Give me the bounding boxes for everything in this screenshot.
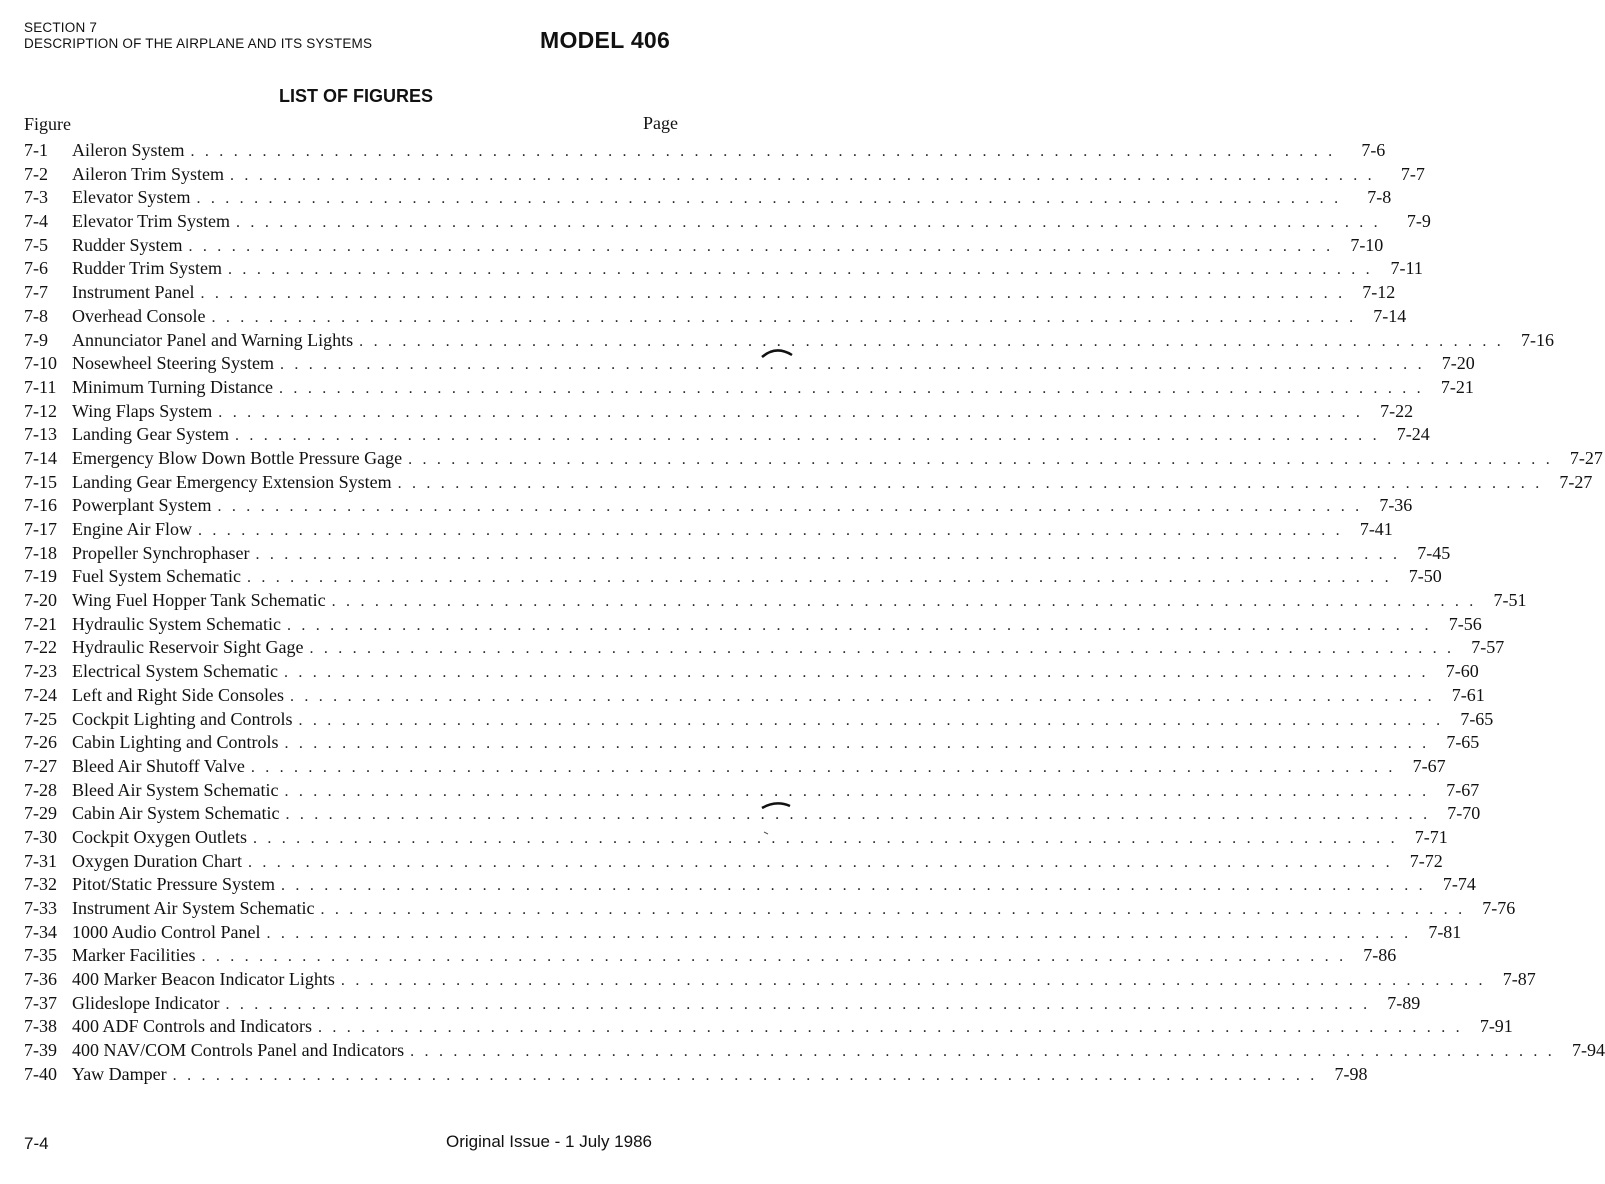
list-item: [24, 589, 1527, 613]
list-item: [24, 352, 1475, 376]
figure-page: 7-51: [1493, 590, 1527, 611]
dot-leader: . . . . . . . . . . . . . . . . . . . . . . . . . . . . . . . . . . . . . . . . . . . . . . . . . . . . . . . . . . . . . . . . . . . . . . . . . . . . . . . .: [289, 687, 1435, 705]
dot-leader: . . . . . . . . . . . . . . . . . . . . . . . . . . . . . . . . . . . . . . . . . . . . . . . . . . . . . . . . . . . . . . . . . . . . . . . . . . . . . . . .: [188, 237, 1334, 255]
figure-title: Overhead Console: [72, 305, 206, 326]
list-item: [24, 921, 1462, 945]
dot-leader: . . . . . . . . . . . . . . . . . . . . . . . . . . . . . . . . . . . . . . . . . . . . . . . . . . . . . . . . . . . . . . . . . . . . . . . . . . . . . . . .: [279, 379, 1424, 397]
figure-title: Cockpit Lighting and Controls: [72, 708, 293, 729]
figure-title: Rudder Trim System: [72, 258, 223, 279]
figure-page: 7-24: [1396, 424, 1430, 445]
dot-leader: . . . . . . . . . . . . . . . . . . . . . . . . . . . . . . . . . . . . . . . . . . . . . . . . . . . . . . . . . . . . . . . . . . . . . . . . . . . . . . . .: [331, 593, 1477, 611]
figure-column-header: Figure: [24, 114, 71, 134]
scan-mark: [760, 343, 796, 363]
figure-title: Landing Gear System: [72, 424, 229, 445]
figure-page: 7-36: [1379, 495, 1413, 516]
figure-page: 7-9: [1406, 211, 1431, 232]
page-title: LIST OF FIGURES: [278, 86, 433, 106]
dot-leader: . . . . . . . . . . . . . . . . . . . . . . . . . . . . . . . . . . . . . . . . . . . . . . . . . . . . . . . . . . . . . . . . . . . . . . . . . . . . . . . .: [340, 972, 1486, 990]
figure-number: 7-33: [24, 898, 57, 918]
dot-leader: . . . . . . . . . . . . . . . . . . . . . . . . . . . . . . . . . . . . . . . . . . . . . . . . . . . . . . . . . . . . . . . . . . . . . . . . . . . . . . . .: [284, 782, 1430, 800]
figure-title: Hydraulic System Schematic: [72, 613, 281, 634]
figure-page: 7-61: [1451, 684, 1485, 705]
list-item: [24, 210, 1431, 234]
list-item: [24, 376, 1474, 400]
figure-title: Pitot/Static Pressure System: [72, 874, 276, 895]
list-item: [24, 731, 1480, 755]
figure-page: 7-56: [1448, 613, 1482, 634]
figure-number: 7-4: [24, 211, 48, 232]
figure-number: 7-8: [24, 305, 48, 326]
figure-number: 7-19: [24, 566, 57, 587]
figure-title: Minimum Turning Distance: [72, 376, 274, 397]
figure-number: 7-15: [24, 471, 57, 492]
figure-title: Elevator System: [72, 187, 191, 208]
figure-number: 7-16: [24, 495, 57, 516]
dot-leader: . . . . . . . . . . . . . . . . . . . . . . . . . . . . . . . . . . . . . . . . . . . . . . . . . . . . . . . . . . . . . . . . . . . . . . . . . . . . . . . .: [172, 1066, 1318, 1084]
list-item: [24, 636, 1505, 660]
list-item: [24, 1039, 1605, 1063]
list-item: [24, 968, 1536, 992]
figure-number: 7-31: [24, 850, 57, 871]
figure-title: Annunciator Panel and Warning Lights: [72, 329, 354, 350]
figure-page: 7-7: [1400, 163, 1425, 184]
list-item: [24, 1015, 1513, 1039]
figure-title: Elevator Trim System: [72, 211, 231, 232]
page-header-left: [24, 20, 372, 52]
model-title: MODEL 406: [540, 27, 671, 53]
figure-number: 7-12: [24, 400, 57, 421]
figure-page: 7-22: [1380, 400, 1414, 421]
list-item: [24, 613, 1482, 637]
figure-number: 7-39: [24, 1040, 57, 1061]
list-item: [24, 494, 1413, 518]
figure-number: 7-37: [24, 992, 57, 1013]
dot-leader: . . . . . . . . . . . . . . . . . . . . . . . . . . . . . . . . . . . . . . . . . . . . . . . . . . . . . . . . . . . . . . . . . . . . . . . . . . . . . . . .: [298, 711, 1444, 729]
figure-page: 7-67: [1446, 779, 1480, 800]
list-item: [24, 163, 1425, 187]
dot-leader: . . . . . . . . . . . . . . . . . . . . . . . . . . . . . . . . . . . . . . . . . . . . . . . . . . . . . . . . . . . . . . . . . . . . . . . . . . . . . . . .: [286, 616, 1432, 634]
dot-leader: . . . . . . . . . . . . . . . . . . . . . . . . . . . . . . . . . . . . . . . . . . . . . . . . . . . . . . . . . . . . . . . . . . . . . . . . . . . . . . . .: [284, 735, 1430, 753]
figure-title: Electrical System Schematic: [72, 661, 278, 682]
figure-page: 7-10: [1350, 234, 1384, 255]
figure-number: 7-27: [24, 755, 57, 776]
figure-number: 7-9: [24, 329, 48, 350]
figure-page: 7-94: [1571, 1040, 1605, 1061]
page-number: 7-4: [24, 1134, 49, 1153]
list-item: [24, 660, 1479, 684]
list-item: [24, 305, 1407, 329]
figure-title: Nosewheel Steering System: [72, 353, 274, 374]
figure-page: 7-76: [1482, 898, 1516, 918]
figure-page: 7-89: [1387, 992, 1421, 1013]
figure-page: 7-14: [1373, 305, 1407, 326]
figure-page: 7-65: [1446, 732, 1480, 753]
figure-number: 7-6: [24, 258, 48, 279]
scan-mark: [760, 798, 796, 838]
dot-leader: . . . . . . . . . . . . . . . . . . . . . . . . . . . . . . . . . . . . . . . . . . . . . . . . . . . . . . . . . . . . . . . . . . . . . . . . . . . . . . . .: [279, 356, 1425, 374]
figure-number: 7-17: [24, 519, 57, 539]
figure-page: 7-20: [1441, 353, 1475, 374]
figure-page: 7-45: [1417, 542, 1451, 563]
figure-title: Cabin Lighting and Controls: [72, 732, 279, 753]
list-item: [24, 708, 1494, 732]
figure-number: 7-20: [24, 590, 57, 611]
dot-leader: . . . . . . . . . . . . . . . . . . . . . . . . . . . . . . . . . . . . . . . . . . . . . . . . . . . . . . . . . . . . . . . . . . . . . . . . . . . . . . . .: [250, 758, 1396, 776]
list-item: [24, 423, 1430, 447]
dot-leader: . . . . . . . . . . . . . . . . . . . . . . . . . . . . . . . . . . . . . . . . . . . . . . . . . . . . . . . . . . . . . . . . . . . . . . . . . . . . . . . .: [190, 143, 1336, 160]
list-item: [24, 826, 1448, 850]
section-subtitle: DESCRIPTION OF THE AIRPLANE AND ITS SYSTEMS: [24, 36, 373, 51]
figure-number: 7-38: [24, 1016, 57, 1037]
figure-title: Instrument Air System Schematic: [72, 898, 315, 918]
figure-title: 400 NAV/COM Controls Panel and Indicators: [72, 1040, 405, 1061]
figure-title: Oxygen Duration Chart: [72, 850, 242, 871]
figure-page: 7-57: [1471, 637, 1505, 658]
figure-number: 7-13: [24, 424, 57, 445]
figure-title: Propeller Synchrophaser: [72, 542, 250, 563]
list-item: [24, 257, 1423, 281]
figure-number: 7-29: [24, 803, 57, 824]
dot-leader: . . . . . . . . . . . . . . . . . . . . . . . . . . . . . . . . . . . . . . . . . . . . . . . . . . . . . . . . . . . . . . . . . . . . . . . . . . . . . . . .: [246, 569, 1392, 587]
figure-title: Wing Flaps System: [72, 400, 213, 421]
list-item: [24, 944, 1397, 968]
list-item: [24, 139, 1386, 163]
list-item: [24, 400, 1414, 424]
figure-title: Instrument Panel: [72, 282, 195, 303]
figure-page: 7-65: [1460, 708, 1494, 729]
dot-leader: . . . . . . . . . . . . . . . . . . . . . . . . . . . . . . . . . . . . . . . . . . . . . . . . . . . . . . . . . . . . . . . . . . . . . . . . . . . . . . . .: [318, 1019, 1463, 1037]
figure-number: 7-11: [24, 376, 57, 397]
figure-number: 7-5: [24, 234, 48, 255]
figure-page: 7-70: [1447, 803, 1481, 824]
figure-title: Hydraulic Reservoir Sight Gage: [72, 637, 304, 658]
dot-leader: . . . . . . . . . . . . . . . . . . . . . . . . . . . . . . . . . . . . . . . . . . . . . . . . . . . . . . . . . . . . . . . . . . . . . . . . . . . . . . . .: [228, 261, 1373, 279]
list-item: [24, 447, 1603, 471]
list-item: [24, 779, 1480, 803]
dot-leader: . . . . . . . . . . . . . . . . . . . . . . . . . . . . . . . . . . . . . . . . . . . . . . . . . . . . . . . . . . . . . . . . . . . . . . . . . . . . . . . .: [236, 214, 1381, 232]
figure-page: 7-27: [1559, 471, 1593, 492]
issue-date: Original Issue - 1 July 1986: [446, 1132, 652, 1151]
figure-number: 7-14: [24, 447, 57, 468]
figure-number: 7-40: [24, 1063, 57, 1084]
figure-title: 400 Marker Beacon Indicator Lights: [72, 969, 335, 990]
dot-leader: . . . . . . . . . . . . . . . . . . . . . . . . . . . . . . . . . . . . . . . . . . . . . . . . . . . . . . . . . . . . . . . . . . . . . . . . . . . . . . . .: [283, 664, 1429, 682]
figure-number: 7-2: [24, 163, 48, 184]
list-item: [24, 329, 1554, 353]
figure-title: Rudder System: [72, 234, 183, 255]
figure-title: Aileron Trim System: [72, 163, 225, 184]
list-item: [24, 1063, 1368, 1087]
figure-number: 7-25: [24, 708, 57, 729]
figure-title: 400 ADF Controls and Indicators: [72, 1016, 312, 1037]
figure-page: 7-72: [1409, 850, 1443, 871]
list-item: [24, 281, 1396, 305]
figure-page: 7-60: [1445, 661, 1479, 682]
figure-number: 7-18: [24, 542, 57, 563]
list-item: [24, 186, 1392, 210]
list-item: [24, 684, 1485, 708]
figure-title: Fuel System Schematic: [72, 566, 241, 587]
figure-page: 7-67: [1412, 755, 1446, 776]
dot-leader: . . . . . . . . . . . . . . . . . . . . . . . . . . . . . . . . . . . . . . . . . . . . . . . . . . . . . . . . . . . . . . . . . . . . . . . . . . . . . . . .: [309, 640, 1455, 658]
dot-leader: . . . . . . . . . . . . . . . . . . . . . . . . . . . . . . . . . . . . . . . . . . . . . . . . . . . . . . . . . . . . . . . . . . . . . . . . . . . . . . . .: [397, 474, 1543, 492]
figure-title: Left and Right Side Consoles: [72, 684, 284, 705]
dot-leader: . . . . . . . . . . . . . . . . . . . . . . . . . . . . . . . . . . . . . . . . . . . . . . . . . . . . . . . . . . . . . . . . . . . . . . . . . . . . . . . .: [198, 522, 1343, 539]
dot-leader: . . . . . . . . . . . . . . . . . . . . . . . . . . . . . . . . . . . . . . . . . . . . . . . . . . . . . . . . . . . . . . . . . . . . . . . . . . . . . . . .: [217, 498, 1363, 516]
list-item: [24, 897, 1516, 921]
figure-page: 7-12: [1362, 282, 1396, 303]
figure-title: Landing Gear Emergency Extension System: [72, 471, 392, 492]
figure-number: 7-10: [24, 353, 57, 374]
list-item: [24, 992, 1421, 1016]
figure-title: 1000 Audio Control Panel: [72, 921, 261, 942]
figure-number: 7-21: [24, 613, 57, 634]
dot-leader: . . . . . . . . . . . . . . . . . . . . . . . . . . . . . . . . . . . . . . . . . . . . . . . . . . . . . . . . . . . . . . . . . . . . . . . . . . . . . . . .: [410, 1043, 1555, 1061]
figure-number: 7-23: [24, 661, 57, 682]
figure-number: 7-3: [24, 187, 48, 208]
figure-page: 7-16: [1520, 329, 1554, 350]
figure-title: Yaw Damper: [72, 1063, 167, 1084]
figure-title: Cabin Air System Schematic: [72, 803, 280, 824]
figure-number: 7-24: [24, 684, 57, 705]
figure-title: Bleed Air System Schematic: [72, 779, 279, 800]
dot-leader: . . . . . . . . . . . . . . . . . . . . . . . . . . . . . . . . . . . . . . . . . . . . . . . . . . . . . . . . . . . . . . . . . . . . . . . . . . . . . . . .: [211, 308, 1357, 326]
figure-page: 7-27: [1569, 447, 1603, 468]
figure-page: 7-71: [1414, 826, 1448, 847]
list-item: [24, 850, 1443, 874]
figure-title: Bleed Air Shutoff Valve: [72, 755, 245, 776]
figure-title: Powerplant System: [72, 495, 212, 516]
figure-page: 7-87: [1502, 969, 1536, 990]
dot-leader: . . . . . . . . . . . . . . . . . . . . . . . . . . . . . . . . . . . . . . . . . . . . . . . . . . . . . . . . . . . . . . . . . . . . . . . . . . . . . . . .: [252, 829, 1398, 847]
list-item: [24, 565, 1442, 589]
figure-title: Engine Air Flow: [72, 519, 192, 539]
figure-title: Aileron System: [72, 140, 185, 160]
figure-number: 7-1: [24, 140, 48, 160]
figure-title: Glideslope Indicator: [72, 992, 220, 1013]
figure-page: 7-91: [1479, 1016, 1513, 1037]
figure-page: 7-86: [1363, 945, 1397, 966]
dot-leader: . . . . . . . . . . . . . . . . . . . . . . . . . . . . . . . . . . . . . . . . . . . . . . . . . . . . . . . . . . . . . . . . . . . . . . . . . . . . . . . .: [225, 995, 1371, 1013]
figure-page: 7-41: [1359, 519, 1393, 539]
figure-title: Wing Fuel Hopper Tank Schematic: [72, 590, 326, 611]
figure-page: 7-21: [1440, 376, 1474, 397]
figure-page: 7-50: [1408, 566, 1442, 587]
list-item: [24, 471, 1593, 495]
list-item: [24, 542, 1451, 566]
list-item: [24, 755, 1446, 779]
figure-number: 7-28: [24, 779, 57, 800]
dot-leader: . . . . . . . . . . . . . . . . . . . . . . . . . . . . . . . . . . . . . . . . . . . . . . . . . . . . . . . . . . . . . . . . . . . . . . . . . . . . . . . .: [230, 166, 1375, 184]
figure-number: 7-7: [24, 282, 48, 303]
dot-leader: . . . . . . . . . . . . . . . . . . . . . . . . . . . . . . . . . . . . . . . . . . . . . . . . . . . . . . . . . . . . . . . . . . . . . . . . . . . . . . . .: [285, 806, 1431, 824]
dot-leader: . . . . . . . . . . . . . . . . . . . . . . . . . . . . . . . . . . . . . . . . . . . . . . . . . . . . . . . . . . . . . . . . . . . . . . . . . . . . . . . .: [266, 924, 1412, 942]
figure-number: 7-34: [24, 921, 57, 942]
dot-leader: . . . . . . . . . . . . . . . . . . . . . . . . . . . . . . . . . . . . . . . . . . . . . . . . . . . . . . . . . . . . . . . . . . . . . . . . . . . . . . . .: [408, 450, 1553, 468]
figure-number: 7-30: [24, 826, 57, 847]
figure-title: Cockpit Oxygen Outlets: [72, 826, 247, 847]
dot-leader: . . . . . . . . . . . . . . . . . . . . . . . . . . . . . . . . . . . . . . . . . . . . . . . . . . . . . . . . . . . . . . . . . . . . . . . . . . . . . . . .: [255, 545, 1401, 563]
figure-page: 7-74: [1442, 874, 1476, 895]
figure-title: Marker Facilities: [72, 945, 196, 966]
list-item: [24, 234, 1384, 258]
figure-page: 7-8: [1367, 187, 1392, 208]
dot-leader: . . . . . . . . . . . . . . . . . . . . . . . . . . . . . . . . . . . . . . . . . . . . . . . . . . . . . . . . . . . . . . . . . . . . . . . . . . . . . . . .: [196, 190, 1342, 208]
list-item: [24, 518, 1393, 542]
list-item: [24, 802, 1481, 826]
dot-leader: . . . . . . . . . . . . . . . . . . . . . . . . . . . . . . . . . . . . . . . . . . . . . . . . . . . . . . . . . . . . . . . . . . . . . . . . . . . . . . . .: [247, 853, 1393, 871]
dot-leader: . . . . . . . . . . . . . . . . . . . . . . . . . . . . . . . . . . . . . . . . . . . . . . . . . . . . . . . . . . . . . . . . . . . . . . . . . . . . . . . .: [281, 877, 1426, 895]
figure-number: 7-35: [24, 945, 57, 966]
dot-leader: . . . . . . . . . . . . . . . . . . . . . . . . . . . . . . . . . . . . . . . . . . . . . . . . . . . . . . . . . . . . . . . . . . . . . . . . . . . . . . . .: [359, 332, 1504, 350]
figure-number: 7-26: [24, 732, 57, 753]
section-label: SECTION 7: [24, 20, 98, 35]
figure-number: 7-36: [24, 969, 57, 990]
figure-page: 7-11: [1390, 258, 1423, 279]
figure-title: Emergency Blow Down Bottle Pressure Gage: [72, 447, 403, 468]
dot-leader: . . . . . . . . . . . . . . . . . . . . . . . . . . . . . . . . . . . . . . . . . . . . . . . . . . . . . . . . . . . . . . . . . . . . . . . . . . . . . . . .: [200, 285, 1346, 303]
figure-page: 7-81: [1428, 921, 1462, 942]
dot-leader: . . . . . . . . . . . . . . . . . . . . . . . . . . . . . . . . . . . . . . . . . . . . . . . . . . . . . . . . . . . . . . . . . . . . . . . . . . . . . . . .: [201, 948, 1347, 966]
dot-leader: . . . . . . . . . . . . . . . . . . . . . . . . . . . . . . . . . . . . . . . . . . . . . . . . . . . . . . . . . . . . . . . . . . . . . . . . . . . . . . . .: [320, 901, 1466, 918]
list-item: [24, 873, 1476, 897]
figure-list: [24, 139, 1605, 1087]
figure-page: 7-6: [1361, 140, 1386, 160]
figure-page: 7-98: [1334, 1063, 1368, 1084]
figure-number: 7-22: [24, 637, 57, 658]
dot-leader: . . . . . . . . . . . . . . . . . . . . . . . . . . . . . . . . . . . . . . . . . . . . . . . . . . . . . . . . . . . . . . . . . . . . . . . . . . . . . . . .: [234, 427, 1380, 445]
figure-number: 7-32: [24, 874, 57, 895]
dot-leader: . . . . . . . . . . . . . . . . . . . . . . . . . . . . . . . . . . . . . . . . . . . . . . . . . . . . . . . . . . . . . . . . . . . . . . . . . . . . . . . .: [218, 403, 1364, 421]
page-column-header: Page: [643, 113, 678, 133]
